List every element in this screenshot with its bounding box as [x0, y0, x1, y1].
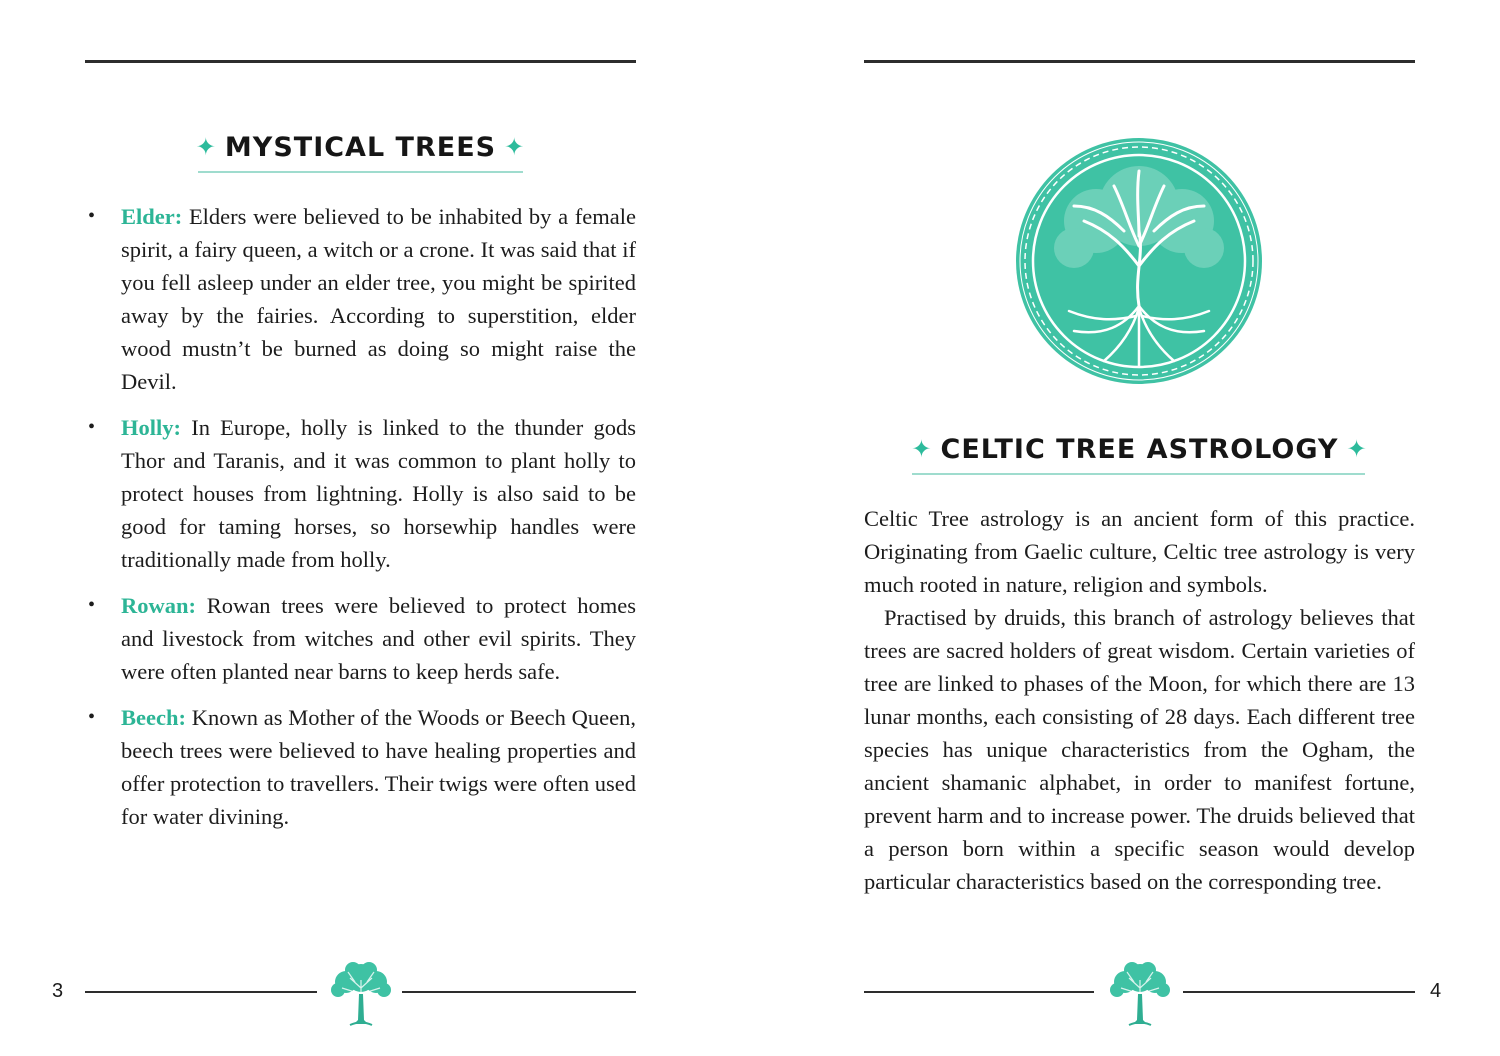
four-point-star-icon: ✦: [195, 133, 217, 161]
list-item-text: Rowan trees were believed to protect homes and livestock from witches and other evil spirits. They were often planted near barns to keep herds safe.: [121, 593, 636, 684]
four-point-star-icon: ✦: [1346, 435, 1368, 463]
list-item: [85, 701, 636, 833]
left-page-heading: [85, 128, 636, 166]
right-page-title: CELTIC TREE ASTROLOGY: [940, 433, 1339, 465]
celtic-tree-of-life-icon: [1014, 136, 1264, 386]
paragraph: Celtic Tree astrology is an ancient form of this practice. Originating from Gaelic culture, Celtic tree astrology is very much rooted in nature, religion and symbols.: [864, 506, 1415, 597]
list-item: [85, 200, 636, 398]
bullet-icon: •: [88, 594, 96, 616]
page-number-left: 3: [52, 980, 64, 1002]
bullet-icon: •: [88, 416, 96, 438]
right-footer-rule-left: [864, 991, 1094, 993]
list-item-term: Rowan:: [121, 593, 207, 618]
list-item: [85, 589, 636, 688]
four-point-star-icon: ✦: [911, 435, 933, 463]
tree-icon: [1107, 958, 1173, 1030]
right-page-heading: [864, 430, 1415, 468]
four-point-star-icon: ✦: [504, 133, 526, 161]
left-top-rule: [85, 60, 636, 63]
list-item-text: Elders were believed to be inhabited by a female spirit, a fairy queen, a witch or a crone. It was said that if you fell asleep under an elder tree, you might be spirited away by the fairies. According to superstition, elder wood mustn’t be burned as doing so might raise the Devil.: [121, 204, 636, 394]
list-item-term: Beech:: [121, 705, 192, 730]
page-number-right: 4: [1430, 980, 1442, 1002]
list-item-term: Holly:: [121, 415, 192, 440]
right-top-rule: [864, 60, 1415, 63]
left-footer-rule-left: [85, 991, 317, 993]
list-item: [85, 411, 636, 576]
list-item-term: Elder:: [121, 204, 189, 229]
left-footer-rule-right: [402, 991, 636, 993]
right-footer-rule-right: [1183, 991, 1415, 993]
bullet-icon: •: [88, 706, 96, 728]
left-heading-underline: [198, 171, 523, 173]
list-item-text: In Europe, holly is linked to the thunder gods Thor and Taranis, and it was common to plant holly to protect houses from lightning. Holly is also said to be good for taming horses, so horsewhip handles were traditionally made from holly.: [121, 415, 636, 572]
tree-list: [85, 200, 636, 846]
list-item-text: Known as Mother of the Woods or Beech Queen, beech trees were believed to have healing properties and offer protection to travellers. Their twigs were often used for water divining.: [121, 705, 636, 829]
left-page-title: MYSTICAL TREES: [224, 131, 497, 163]
bullet-icon: •: [88, 205, 96, 227]
paragraph: Practised by druids, this branch of astrology believes that trees are sacred holders of great wisdom. Certain varieties of tree are linked to phases of the Moon, for which there are 13 lunar months, each consisting of 28 days. Each different tree species has unique characteristics from the Ogham, the ancient shamanic alphabet, in order to manifest fortune, prevent harm and to increase power. The druids believed that a person born within a specific season would develop particular characteristics based on the corresponding tree.: [864, 605, 1415, 894]
right-heading-underline: [912, 473, 1365, 475]
tree-icon: [328, 958, 394, 1030]
